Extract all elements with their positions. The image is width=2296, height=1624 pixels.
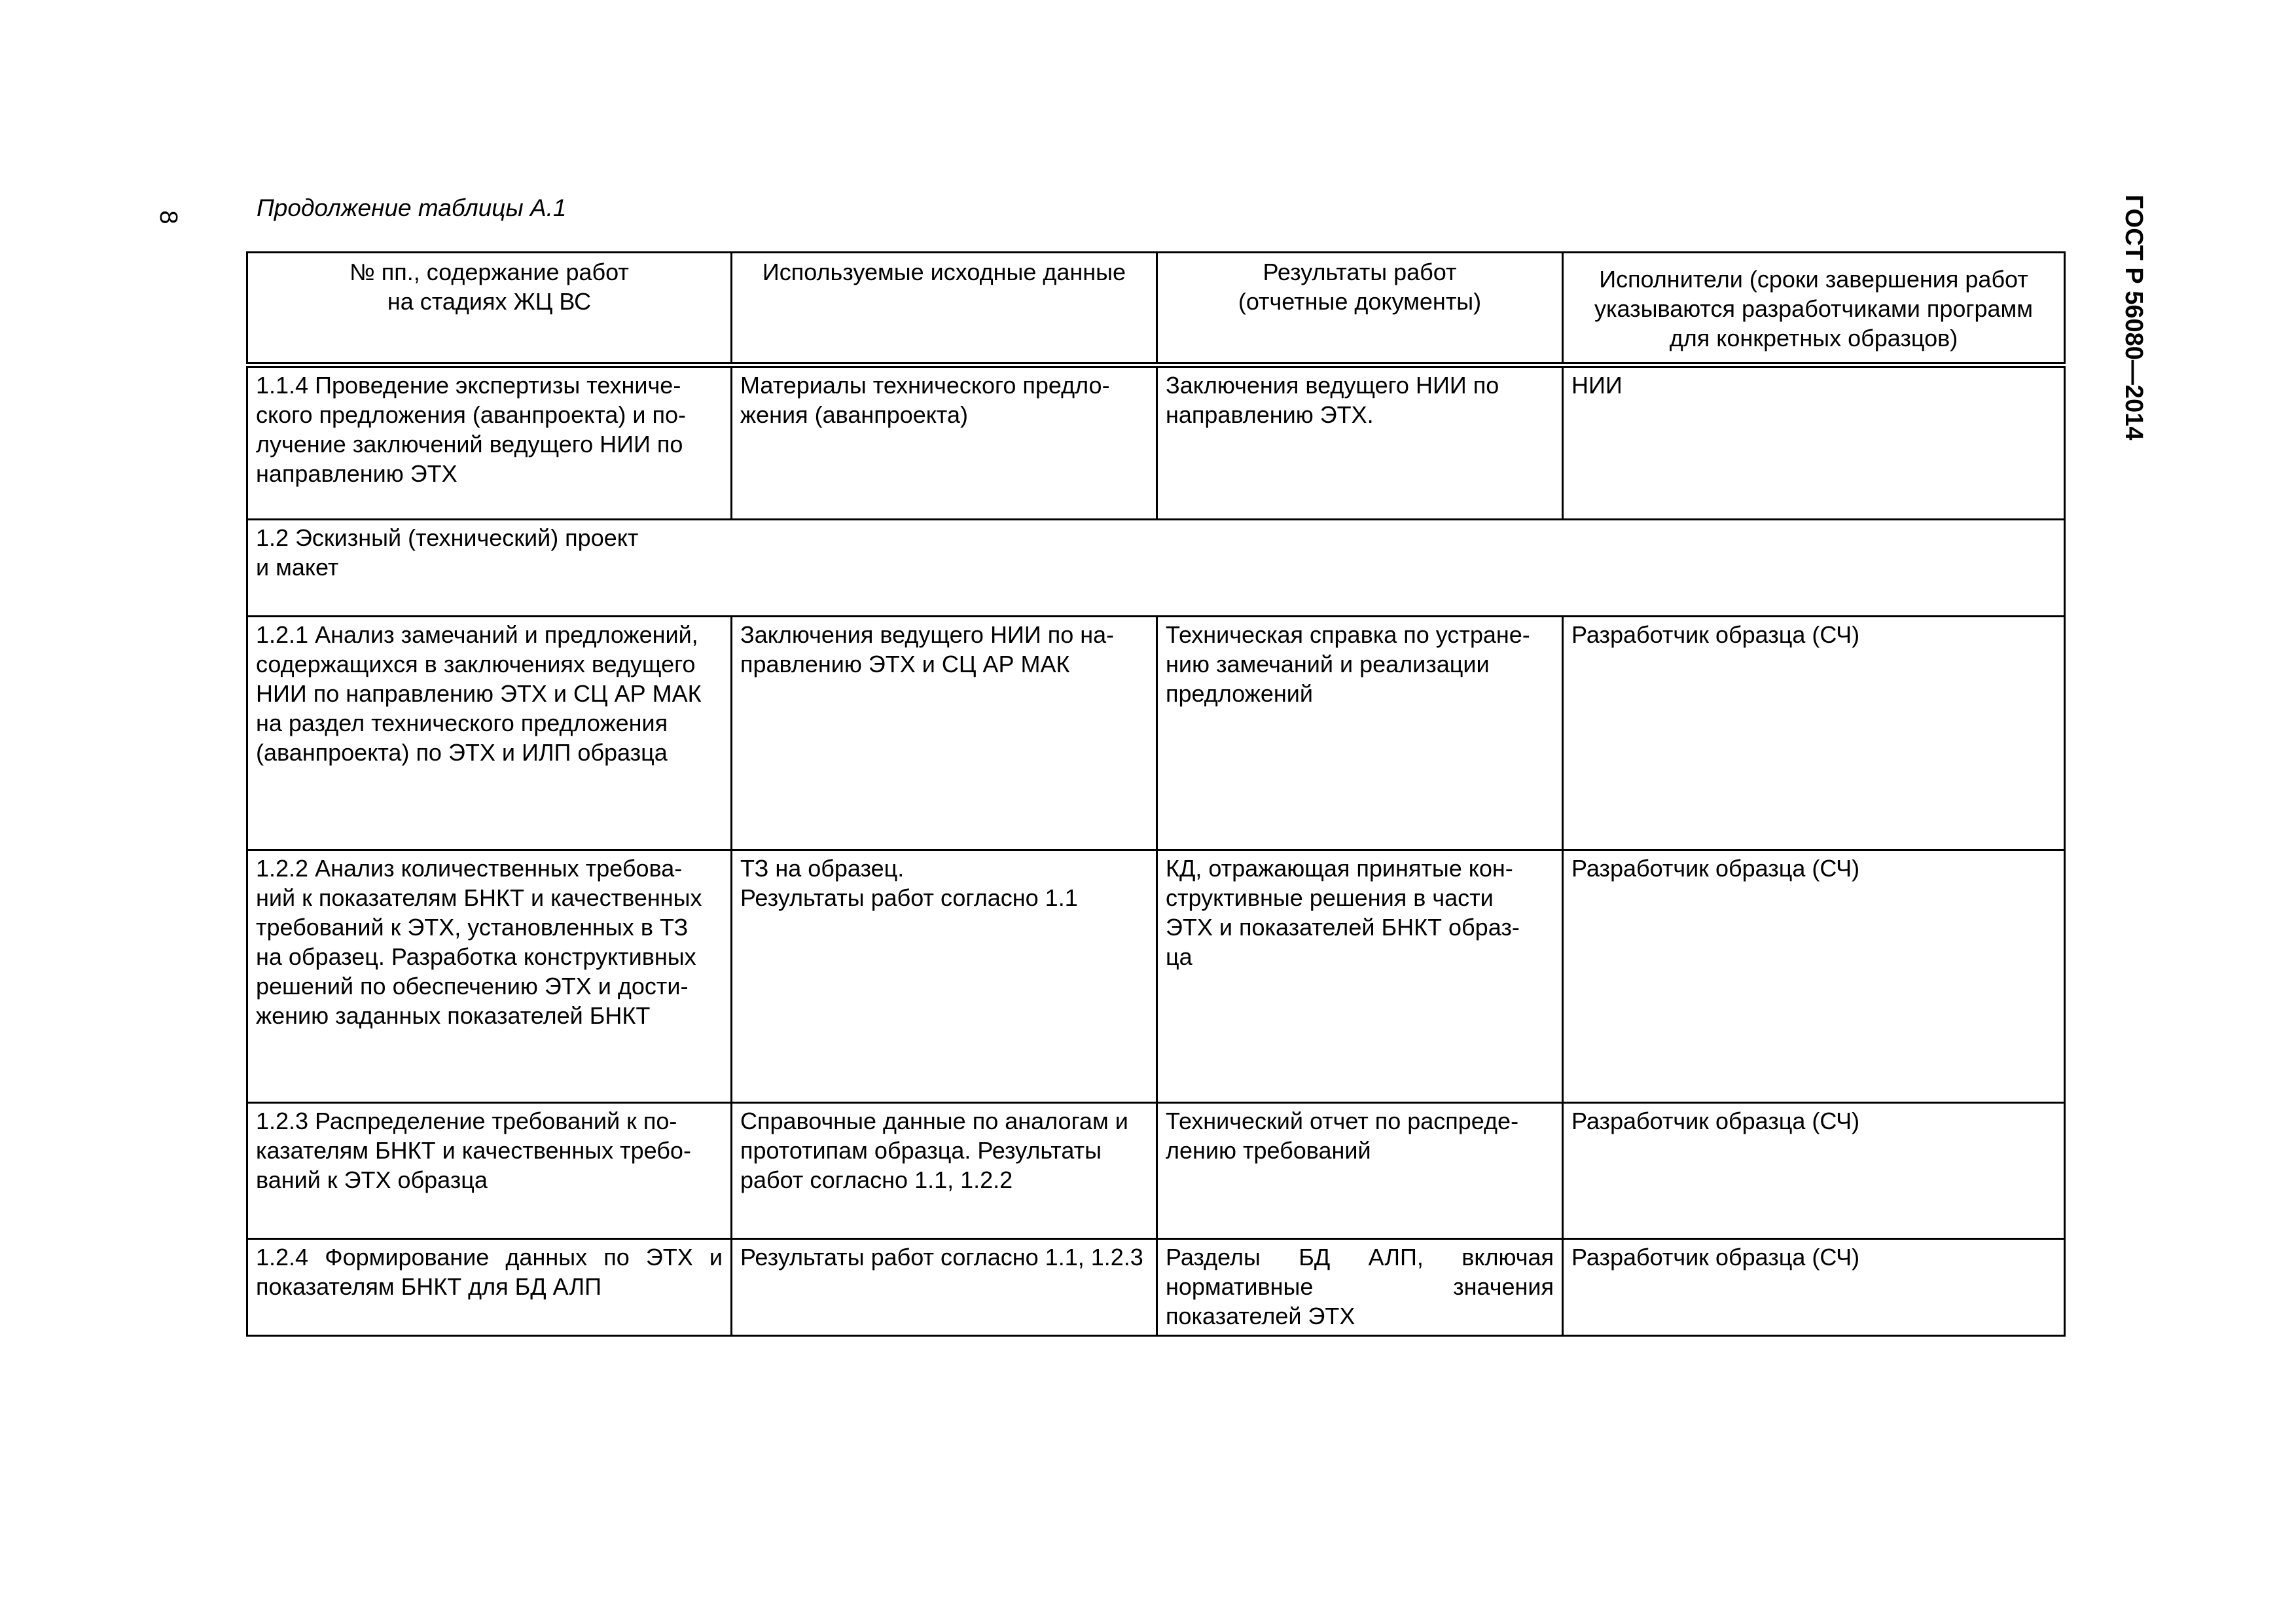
cell-line: ваний к ЭТХ образца (256, 1166, 488, 1193)
header-line: Исполнители (сроки завершения работ (1599, 265, 2028, 293)
header-stage-works (247, 253, 732, 365)
cell-executors (1563, 1103, 2065, 1239)
cell-line: решений по обеспечению ЭТХ и дости- (256, 973, 689, 1000)
cell-line: Разработчик образца (СЧ) (1571, 621, 1860, 648)
cell-text: 1.2.4 Формирование данных по ЭТХ и показателям БНКТ для БД АЛП (256, 1244, 723, 1300)
cell-line: Разработчик образца (СЧ) (1571, 1244, 1860, 1271)
header-line: указываются разработчиками программ (1594, 295, 2034, 322)
cell-text: Разделы БД АЛП, включая нормативные значения показателей ЭТХ (1166, 1244, 1554, 1329)
cell-input-data (732, 1103, 1157, 1239)
cell-line: лению требований (1166, 1137, 1371, 1164)
cell-line: Разработчик образца (СЧ) (1571, 1108, 1860, 1134)
header-line: № пп., содержание работ (350, 259, 629, 285)
cell-line: Разработчик образца (СЧ) (1571, 855, 1860, 882)
header-input-data (732, 253, 1157, 365)
cell-line: ЭТХ и показателей БНКТ образ- (1166, 914, 1520, 941)
table-row (247, 365, 2065, 520)
cell-line: казателям БНКТ и качественных требо- (256, 1137, 691, 1164)
cell-line: жению заданных показателей БНКТ (256, 1002, 651, 1029)
cell-line: направлению ЭТХ (256, 460, 457, 487)
cell-stage-work (247, 850, 732, 1103)
cell-stage-work (247, 617, 732, 850)
cell-line: на раздел технического предложения (256, 710, 668, 736)
header-results (1157, 253, 1563, 365)
cell-line: работ согласно 1.1, 1.2.2 (740, 1166, 1013, 1193)
cell-line: содержащихся в заключениях ведущего (256, 651, 696, 677)
section-heading-cell (247, 520, 2065, 617)
cell-line: требований к ЭТХ, установленных в ТЗ (256, 914, 689, 941)
cell-line: (аванпроекта) по ЭТХ и ИЛП образца (256, 739, 668, 766)
cell-input-data (732, 850, 1157, 1103)
cell-line: Технический отчет по распреде- (1166, 1108, 1519, 1134)
cell-line: ний к показателям БНКТ и качественных (256, 884, 702, 911)
document-id: ГОСТ Р 56080—2014 (2120, 194, 2147, 441)
header-line: Результаты работ (1263, 259, 1457, 285)
cell-line: Справочные данные по аналогам и (740, 1108, 1128, 1134)
cell-line: жения (аванпроекта) (740, 401, 969, 428)
section-heading-line: и макет (256, 554, 339, 581)
cell-input-data (732, 1239, 1157, 1336)
cell-executors (1563, 365, 2065, 520)
cell-line: ца (1166, 943, 1193, 970)
cell-results (1157, 617, 1563, 850)
cell-results (1157, 850, 1563, 1103)
cell-line: прототипам образца. Результаты (740, 1137, 1102, 1164)
cell-line: Материалы технического предло- (740, 372, 1110, 399)
cell-line: лучение заключений ведущего НИИ по (256, 431, 683, 458)
cell-line: предложений (1166, 680, 1313, 707)
cell-stage-work (247, 1239, 732, 1336)
cell-input-data (732, 365, 1157, 520)
header-line: для конкретных образцов) (1669, 324, 1958, 352)
cell-line: структивные решения в части (1166, 884, 1494, 911)
cell-executors (1563, 1239, 2065, 1336)
table-row (247, 1103, 2065, 1239)
cell-results (1157, 1239, 1563, 1336)
table-caption: Продолжение таблицы А.1 (257, 194, 567, 221)
cell-executors (1563, 850, 2065, 1103)
table-row (247, 850, 2065, 1103)
cell-line: КД, отражающая принятые кон- (1166, 855, 1513, 882)
cell-line: НИИ (1571, 372, 1623, 399)
cell-line: Заключения ведущего НИИ по (1166, 372, 1499, 399)
header-row (247, 253, 2065, 365)
cell-line: ТЗ на образец. (740, 855, 905, 882)
cell-text: Результаты работ согласно 1.1, 1.2.3 (740, 1244, 1143, 1271)
cell-line: 1.1.4 Проведение экспертизы техниче- (256, 372, 681, 399)
cell-line: 1.2.3 Распределение требований к по- (256, 1108, 677, 1134)
cell-line: Результаты работ согласно 1.1 (740, 884, 1078, 911)
cell-line: на образец. Разработка конструктивных (256, 943, 696, 970)
header-line: (отчетные документы) (1238, 288, 1482, 315)
cell-results (1157, 365, 1563, 520)
cell-stage-work (247, 1103, 732, 1239)
header-line: Используемые исходные данные (762, 259, 1126, 285)
cell-line: 1.2.1 Анализ замечаний и предложений, (256, 621, 698, 648)
cell-line: нию замечаний и реализации (1166, 651, 1490, 677)
cell-line: Техническая справка по устране- (1166, 621, 1530, 648)
section-heading-line: 1.2 Эскизный (технический) проект (256, 524, 639, 551)
cell-line: Заключения ведущего НИИ по на- (740, 621, 1115, 648)
cell-line: НИИ по направлению ЭТХ и СЦ АР МАК (256, 680, 702, 707)
cell-executors (1563, 617, 2065, 850)
table-row (247, 1239, 2065, 1336)
cell-input-data (732, 617, 1157, 850)
header-line: на стадиях ЖЦ ВС (387, 288, 592, 315)
cell-line: правлению ЭТХ и СЦ АР МАК (740, 651, 1070, 677)
works-table (246, 251, 2066, 1337)
cell-line: направлению ЭТХ. (1166, 401, 1374, 428)
cell-line: 1.2.2 Анализ количественных требова- (256, 855, 683, 882)
cell-line: ского предложения (аванпроекта) и по- (256, 401, 686, 428)
table-row (247, 617, 2065, 850)
page-number: 8 (154, 210, 182, 225)
section-row (247, 520, 2065, 617)
cell-stage-work (247, 365, 732, 520)
cell-results (1157, 1103, 1563, 1239)
header-executors (1563, 253, 2065, 365)
